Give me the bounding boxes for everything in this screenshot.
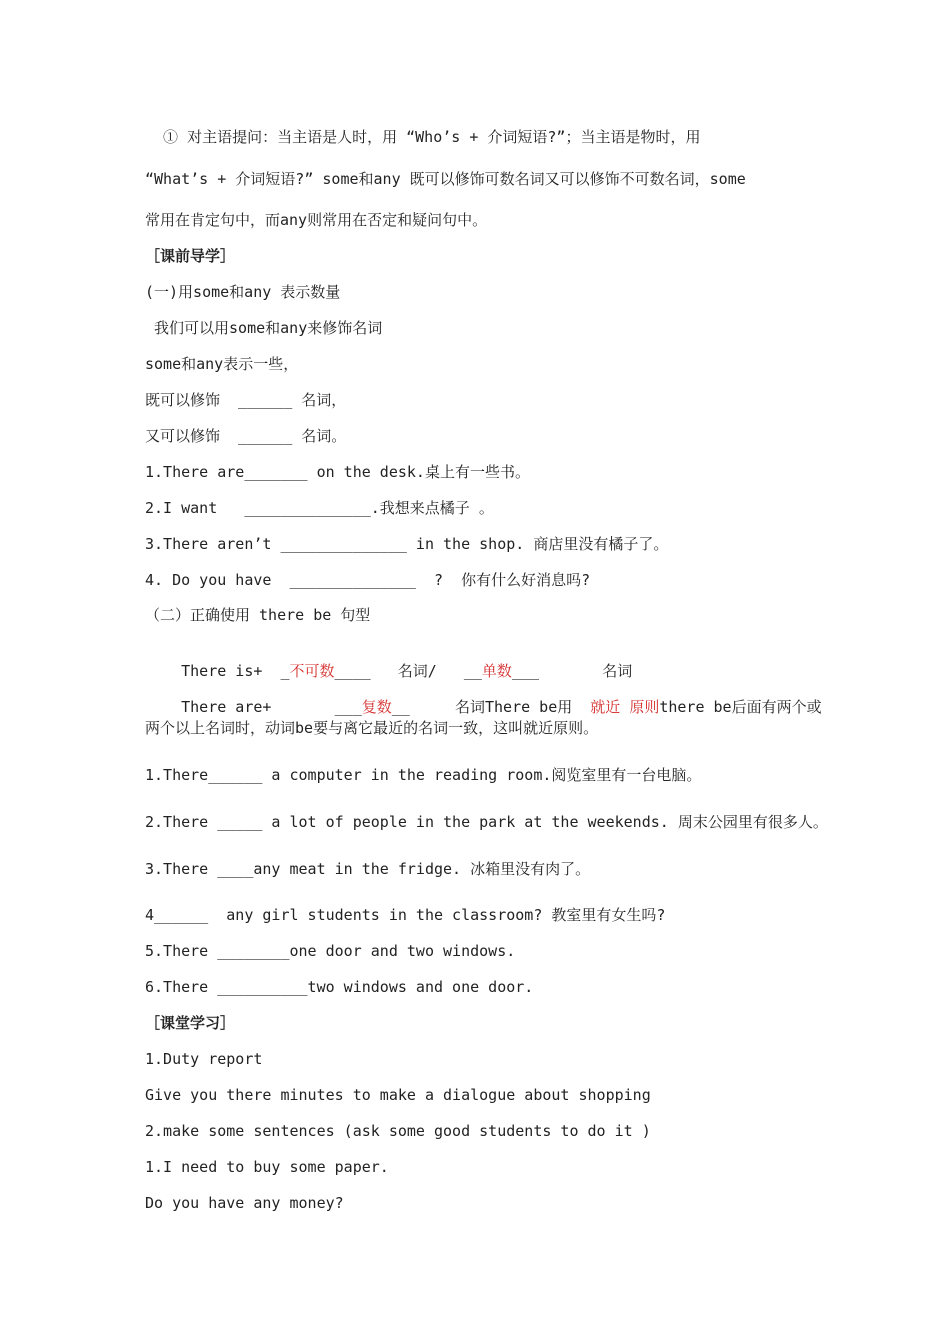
inclass-line: Do you have any money?: [145, 1194, 344, 1212]
preclass-heading: ［课前导学］: [145, 247, 236, 265]
there-are-prefix: There are+ ___: [181, 698, 362, 716]
near-rule-answer: 就近 原则: [590, 698, 660, 716]
there-be-exercise: 2.There _____ a lot of people in the park at the weekends. 周末公园里有很多人。: [145, 813, 828, 831]
intro-line-3: 常用在肯定句中，而any则常用在否定和疑问句中。: [145, 211, 488, 229]
preclass-line: some和any表示一些，: [145, 355, 299, 373]
inclass-line: 1.I need to buy some paper.: [145, 1158, 389, 1176]
there-be-exercise: 6.There __________two windows and one door.: [145, 978, 534, 996]
there-is-tail: ___ 名词: [511, 662, 633, 680]
inclass-line: 2.make some sentences (ask some good students to do it ): [145, 1122, 651, 1140]
preclass-exercise: 4. Do you have ______________ ? 你有什么好消息吗?: [145, 571, 591, 589]
plural-answer: 复数: [361, 698, 392, 716]
there-is-mid: ____ 名词/ __: [334, 662, 482, 680]
singular-answer: 单数: [481, 662, 512, 680]
preclass-exercise: 2.I want ______________.我想来点橘子 。: [145, 499, 494, 517]
intro-line-2: “What’s + 介词短语?” some和any 既可以修饰可数名词又可以修饰不可数名词，some: [145, 170, 746, 188]
inclass-line: Give you there minutes to make a dialogue about shopping: [145, 1086, 651, 1104]
preclass-line: 又可以修饰 ______ 名词。: [145, 427, 347, 445]
there-are-mid: __ 名词There be用: [391, 698, 591, 716]
there-be-exercise: 1.There______ a computer in the reading room.阅览室里有一台电脑。: [145, 766, 702, 784]
there-be-exercise: 3.There ____any meat in the fridge. 冰箱里没有肉了。: [145, 860, 591, 878]
there-is-prefix: There is+ _: [181, 662, 290, 680]
part1-title: (一)用some和any 表示数量: [145, 283, 341, 301]
there-be-exercise: 4______ any girl students in the classroom? 教室里有女生吗?: [145, 906, 666, 924]
preclass-line: 我们可以用some和any来修饰名词: [145, 319, 383, 337]
inclass-heading: ［课堂学习］: [145, 1014, 236, 1032]
preclass-line: 既可以修饰 ______ 名词，: [145, 391, 347, 409]
uncountable-answer: 不可数: [289, 662, 335, 680]
there-are-tail: there be后面有两个或: [659, 698, 822, 716]
preclass-exercise: 1.There are_______ on the desk.桌上有一些书。: [145, 463, 530, 481]
there-be-exercise: 5.There ________one door and two windows.: [145, 942, 516, 960]
inclass-line: 1.Duty report: [145, 1050, 263, 1068]
part2-title: （二）正确使用 there be 句型: [145, 606, 371, 624]
rule-explanation: 两个以上名词时，动词be要与离它最近的名词一致，这叫就近原则。: [145, 719, 599, 737]
preclass-exercise: 3.There aren’t ______________ in the shop. 商店里没有橘子了。: [145, 535, 669, 553]
intro-line-1: ① 对主语提问：当主语是人时，用 “Who’s + 介词短语?”；当主语是物时，用: [145, 128, 701, 146]
